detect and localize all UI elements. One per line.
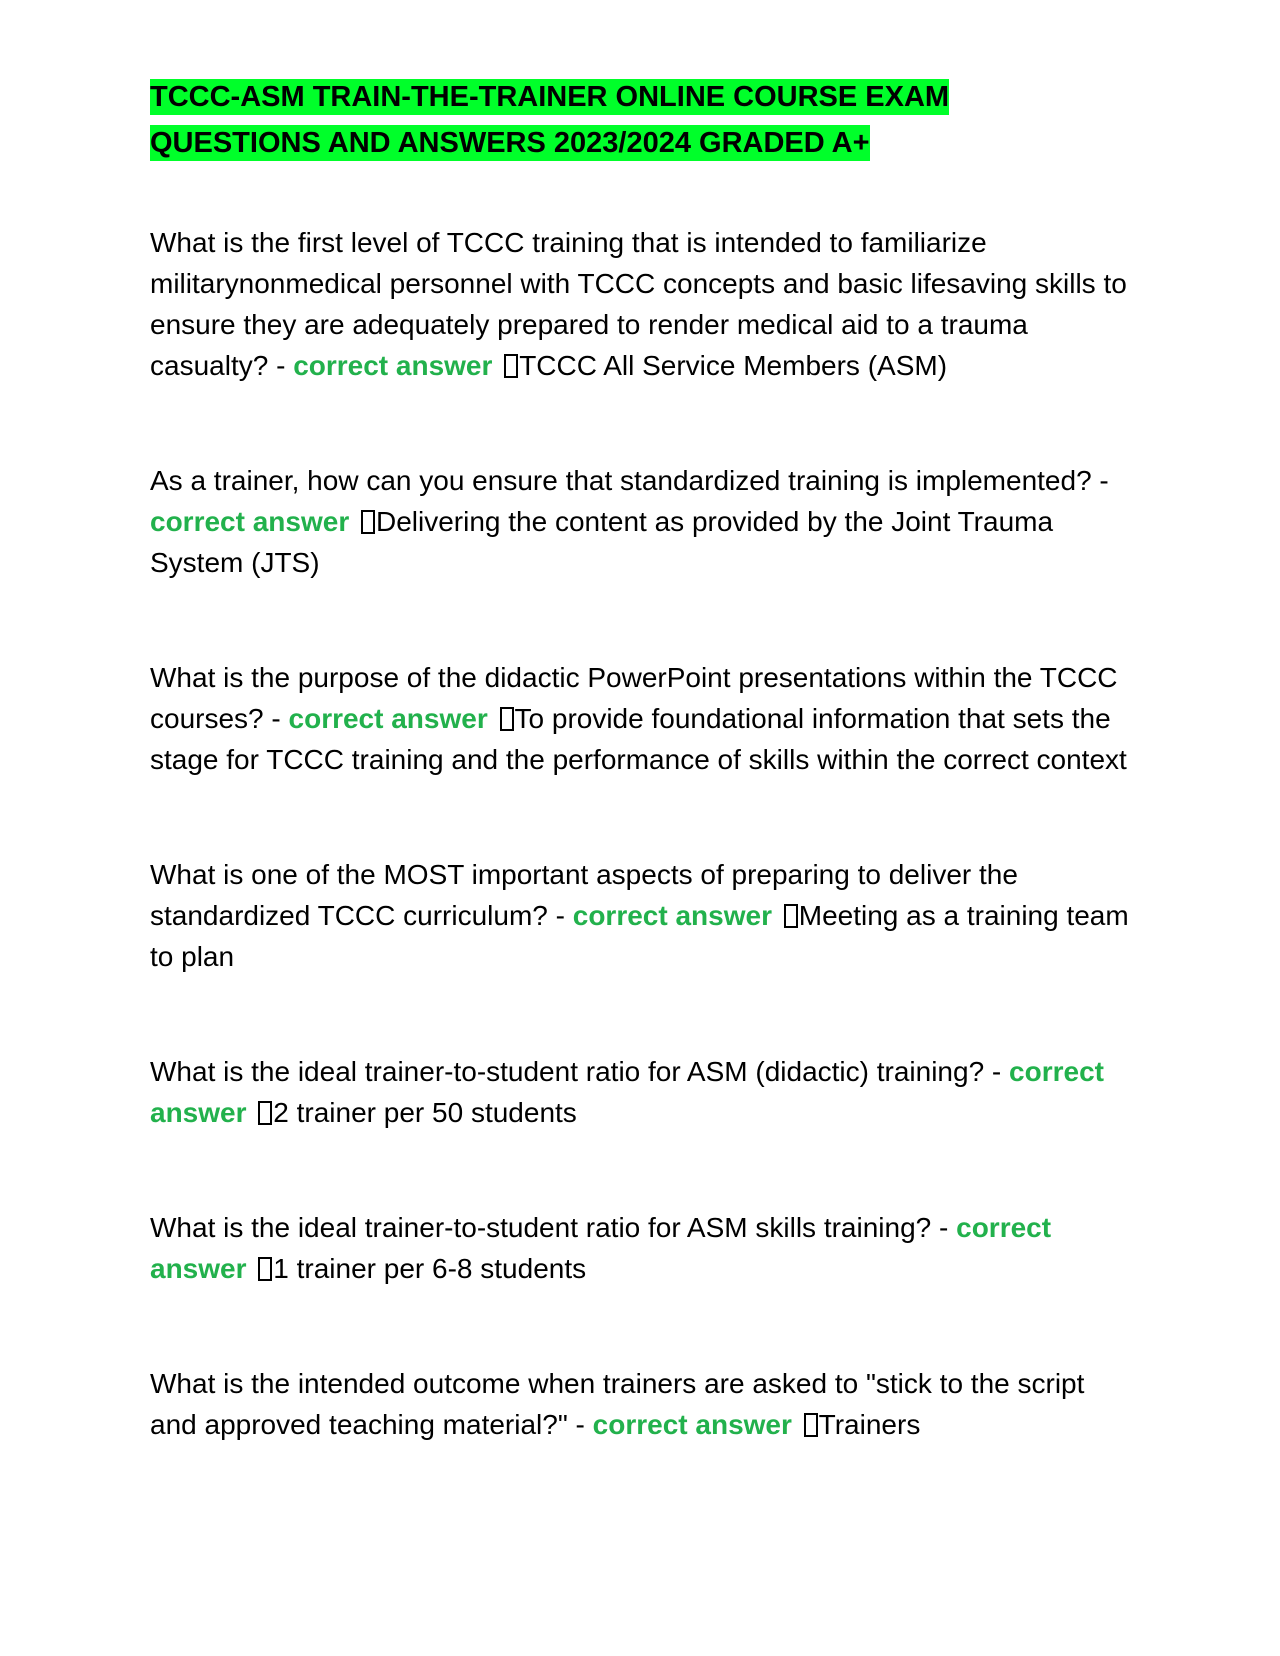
document-title [150, 74, 1130, 166]
missing-glyph-icon [258, 1257, 272, 1281]
qa-item [150, 222, 1130, 386]
missing-glyph-icon [804, 1413, 818, 1437]
answer-label: correct answer [572, 900, 772, 931]
question-text: What is the ideal trainer-to-student ratio for ASM (didactic) training? [150, 1056, 985, 1087]
qa-item [150, 854, 1130, 977]
separator: - [268, 350, 294, 381]
answer-text: 1 trainer per 6-8 students [273, 1253, 587, 1284]
separator: - [567, 1409, 593, 1440]
document-title-line-1: TCCC-ASM TRAIN-THE-TRAINER ONLINE COURSE EXAM [150, 81, 950, 113]
missing-glyph-icon [361, 510, 375, 534]
question-text: What is one of the MOST important aspects of preparing to deliver the standardized TCCC curriculum? [150, 859, 1018, 931]
qa-item [150, 460, 1130, 583]
qa-item [150, 1051, 1130, 1133]
question-text: What is the intended outcome when trainers are asked to "stick to the script and approved teaching material?" [150, 1368, 1085, 1440]
document-page [150, 74, 1130, 1519]
question-text: What is the first level of TCCC training that is intended to familiarize militarynonmedical personnel with TCCC concepts and basic lifesaving skills to ensure they are adequately prepared to render medical aid to a trauma casualty? [150, 227, 1127, 381]
missing-glyph-icon [784, 904, 798, 928]
separator: - [263, 703, 289, 734]
separator: - [984, 1056, 1010, 1087]
qa-item [150, 657, 1130, 780]
missing-glyph-icon [500, 707, 514, 731]
qa-item [150, 1207, 1130, 1289]
missing-glyph-icon [258, 1101, 272, 1125]
missing-glyph-icon [504, 354, 518, 378]
answer-label: correct answer [293, 350, 493, 381]
answer-text: TCCC All Service Members (ASM) [519, 350, 948, 381]
answer-label: correct answer [150, 506, 350, 537]
answer-text: Trainers [818, 1409, 921, 1440]
question-text: As a trainer, how can you ensure that standardized training is implemented? [150, 465, 1092, 496]
answer-text: Delivering the content as provided by the Joint Trauma System (JTS) [150, 506, 1054, 578]
separator: - [931, 1212, 957, 1243]
answer-label: correct answer [592, 1409, 792, 1440]
answer-label: correct answer [150, 1212, 1052, 1284]
answer-text: Meeting as a training team to plan [150, 900, 1129, 972]
separator: - [1091, 465, 1109, 496]
answer-label: correct answer [150, 1056, 1104, 1128]
question-text: What is the purpose of the didactic PowerPoint presentations within the TCCC courses? [150, 662, 1118, 734]
separator: - [547, 900, 573, 931]
qa-item [150, 1363, 1130, 1445]
answer-label: correct answer [288, 703, 488, 734]
question-text: What is the ideal trainer-to-student ratio for ASM skills training? [150, 1212, 932, 1243]
answer-text: To provide foundational information that sets the stage for TCCC training and the performance of skills within the correct context [150, 703, 1127, 775]
answer-text: 2 trainer per 50 students [273, 1097, 577, 1128]
document-title-line-2: QUESTIONS AND ANSWERS 2023/2024 GRADED A+ [150, 127, 870, 159]
